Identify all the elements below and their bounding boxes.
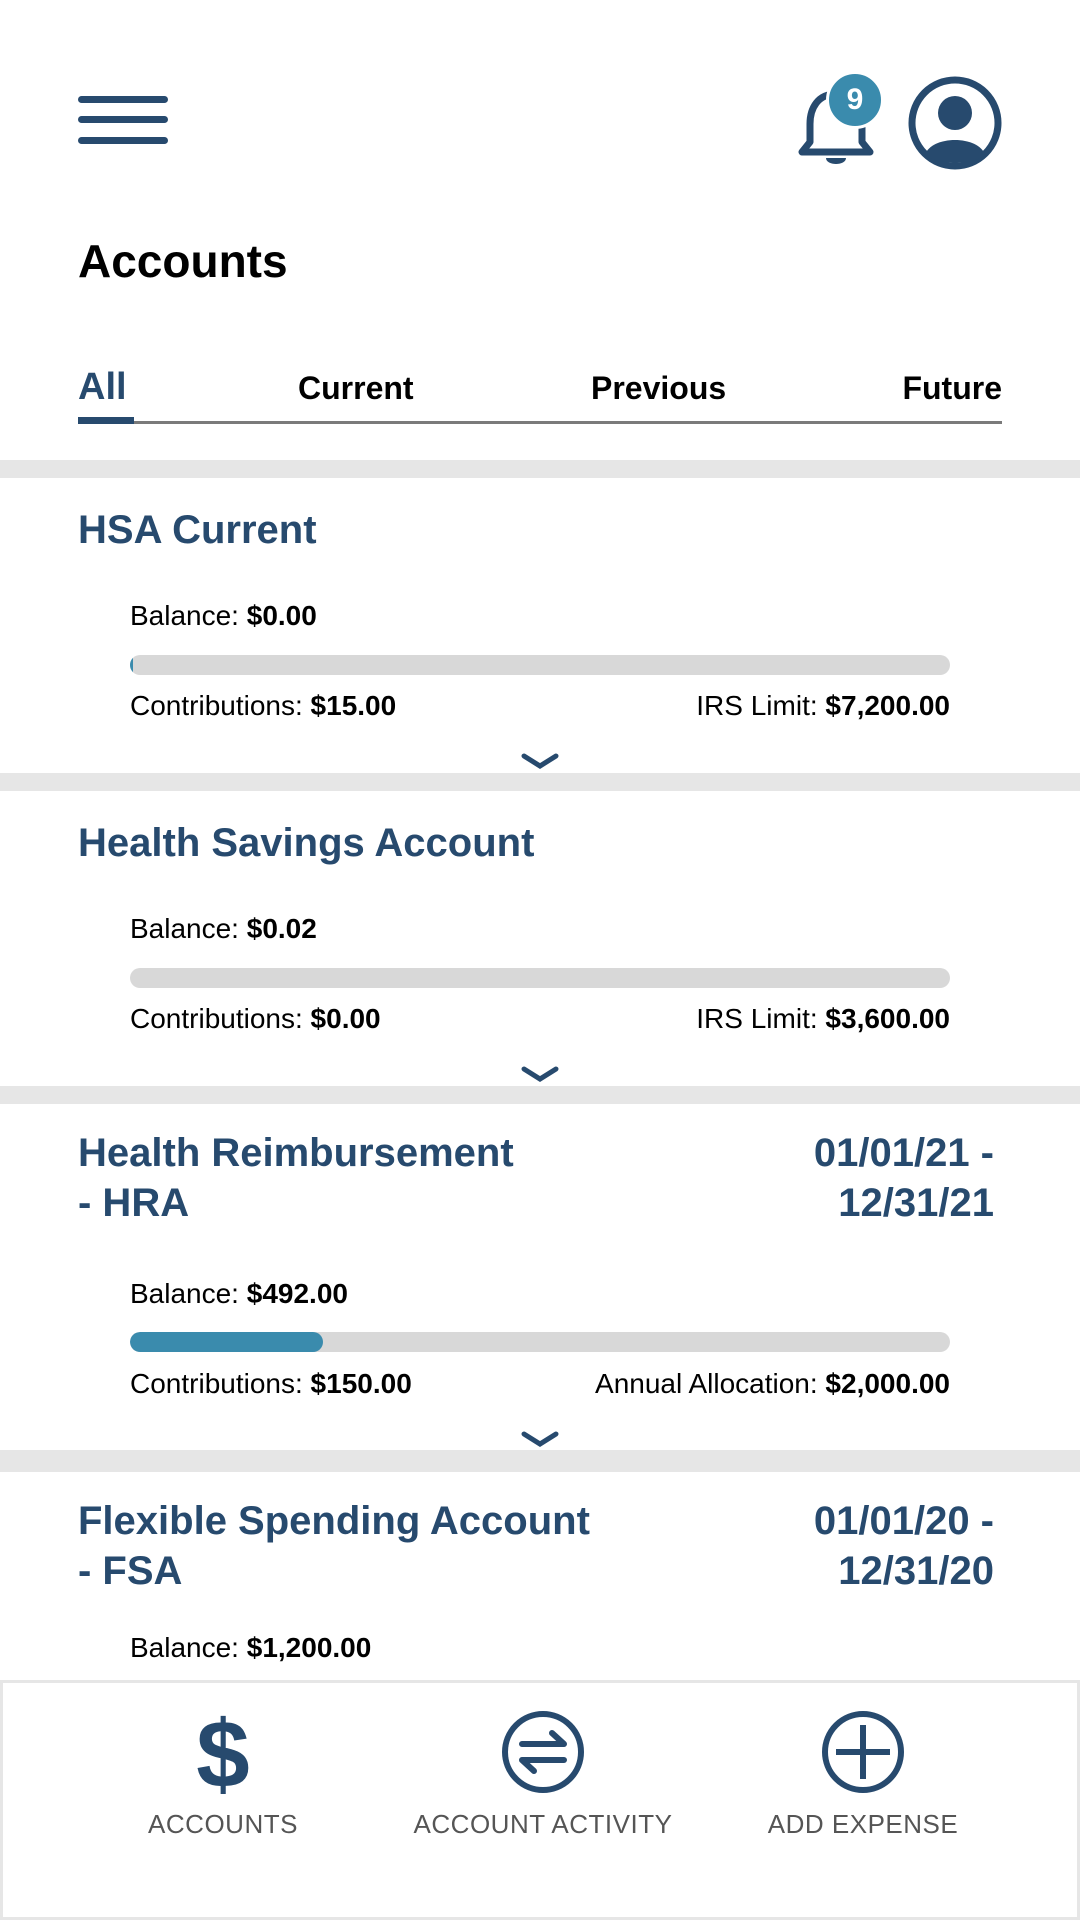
- allocation-text: Annual Allocation: $2,000.00: [595, 1368, 950, 1399]
- tab-all[interactable]: All: [78, 366, 127, 408]
- account-card[interactable]: [0, 1472, 1080, 1680]
- balance-value: $1,200.00: [246, 1632, 372, 1663]
- accounts-list[interactable]: [0, 460, 1080, 1680]
- nav-label: ACCOUNT ACTIVITY: [413, 1809, 673, 1839]
- balance-value: $0.02: [246, 913, 317, 944]
- progress-fill: [130, 1332, 323, 1352]
- account-card[interactable]: [0, 478, 1080, 773]
- plan-year-dates: 01/01/20 - 12/31/20: [813, 1499, 994, 1593]
- tab-future[interactable]: Future: [902, 370, 1002, 406]
- nav-account-activity[interactable]: [383, 1683, 703, 1920]
- contributions-text: Contributions: $0.00: [130, 1003, 381, 1034]
- user-avatar-icon[interactable]: [907, 75, 1003, 171]
- tab-current[interactable]: Current: [298, 370, 414, 406]
- account-card[interactable]: [0, 1104, 1080, 1450]
- account-name: HSA Current: [78, 508, 317, 552]
- active-tab-indicator: [78, 417, 134, 424]
- balance-text: Balance: $1,200.00: [130, 1632, 372, 1663]
- limit-text: IRS Limit: $3,600.00: [696, 1003, 950, 1034]
- limit-text: IRS Limit: $7,200.00: [696, 690, 950, 721]
- nav-accounts[interactable]: [63, 1683, 383, 1920]
- contributions-text: Contributions: $15.00: [130, 690, 397, 721]
- account-name: Health Reimbursement - HRA: [78, 1131, 514, 1225]
- contribution-progress-bar: [130, 968, 950, 988]
- hamburger-menu-icon[interactable]: [78, 96, 168, 146]
- balance-text: Balance: $492.00: [130, 1278, 348, 1309]
- balance-text: Balance: $0.02: [130, 913, 317, 944]
- nav-label: ACCOUNTS: [148, 1809, 298, 1839]
- dollar-icon: [178, 1707, 268, 1797]
- contribution-progress-bar: [130, 655, 950, 675]
- contribution-progress-bar: [130, 1332, 950, 1352]
- contributions-text: Contributions: $150.00: [130, 1368, 412, 1399]
- app-header: [0, 0, 1080, 230]
- balance-text: Balance: $0.00: [130, 600, 317, 631]
- chevron-down-icon[interactable]: [520, 750, 560, 774]
- plan-year-dates: 01/01/21 - 12/31/21: [813, 1131, 994, 1225]
- balance-value: $492.00: [246, 1278, 348, 1309]
- transfer-arrows-icon: [498, 1707, 588, 1797]
- filter-tabs: [78, 360, 1002, 424]
- svg-text:$: $: [196, 1707, 250, 1797]
- tab-previous[interactable]: Previous: [591, 370, 727, 406]
- plus-circle-icon: [818, 1707, 908, 1797]
- notification-badge[interactable]: 9: [826, 71, 884, 129]
- account-name: Health Savings Account: [78, 821, 535, 865]
- progress-fill: [130, 655, 133, 675]
- account-card[interactable]: [0, 791, 1080, 1086]
- balance-value: $0.00: [246, 600, 317, 631]
- nav-add-expense[interactable]: [703, 1683, 1023, 1920]
- bottom-navigation: [0, 1680, 1080, 1920]
- nav-label: ADD EXPENSE: [767, 1809, 959, 1839]
- account-name: Flexible Spending Account - FSA: [78, 1499, 590, 1593]
- chevron-down-icon[interactable]: [520, 1063, 560, 1087]
- chevron-down-icon[interactable]: [520, 1428, 560, 1452]
- page-title: Accounts: [78, 235, 288, 287]
